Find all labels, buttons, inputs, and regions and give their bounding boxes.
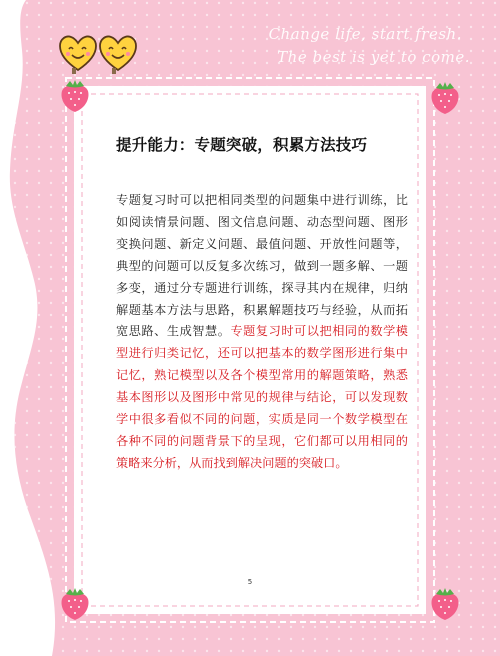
strawberry-icon: [58, 586, 92, 622]
slogan-line-2: The best is yet to come.: [277, 48, 470, 66]
body-paragraph: [116, 190, 408, 475]
section-title: 提升能力：专题突破，积累方法技巧: [116, 136, 368, 154]
page-number: 5: [247, 578, 253, 586]
heart-face-icon: [58, 34, 138, 74]
paragraph-red-highlight: 专题复习时可以把相同的数学模型进行归类记忆，还可以把基本的数学图形进行集中记忆，熟记模型以及各个模型常用的解题策略，熟悉基本图形以及图形中常见的规律与结论，可以发现数学中很多看似不同的问题，实质是同一个数学模型在各种不同的问题背景下的呈现，它们都可以用相同的策略来分析，从而找到解决问题的突破口。: [116, 324, 408, 470]
strawberry-icon: [428, 586, 462, 622]
strawberry-icon: [428, 80, 462, 116]
paragraph-black-text: 专题复习时可以把相同类型的问题集中进行训练，比如阅读情景问题、图文信息问题、动态型问题、图形变换问题、新定义问题、最值问题、开放性问题等，典型的问题可以反复多次练习，做到一题多解、一题多变，通过分专题进行训练，探寻其内在规律，归纳解题基本方法与思路，积累解题技巧与经验，从而拓宽思路、生成智慧。: [116, 193, 408, 339]
slogan-line-1: Change life, start fresh.: [268, 25, 462, 43]
strawberry-icon: [58, 78, 92, 114]
